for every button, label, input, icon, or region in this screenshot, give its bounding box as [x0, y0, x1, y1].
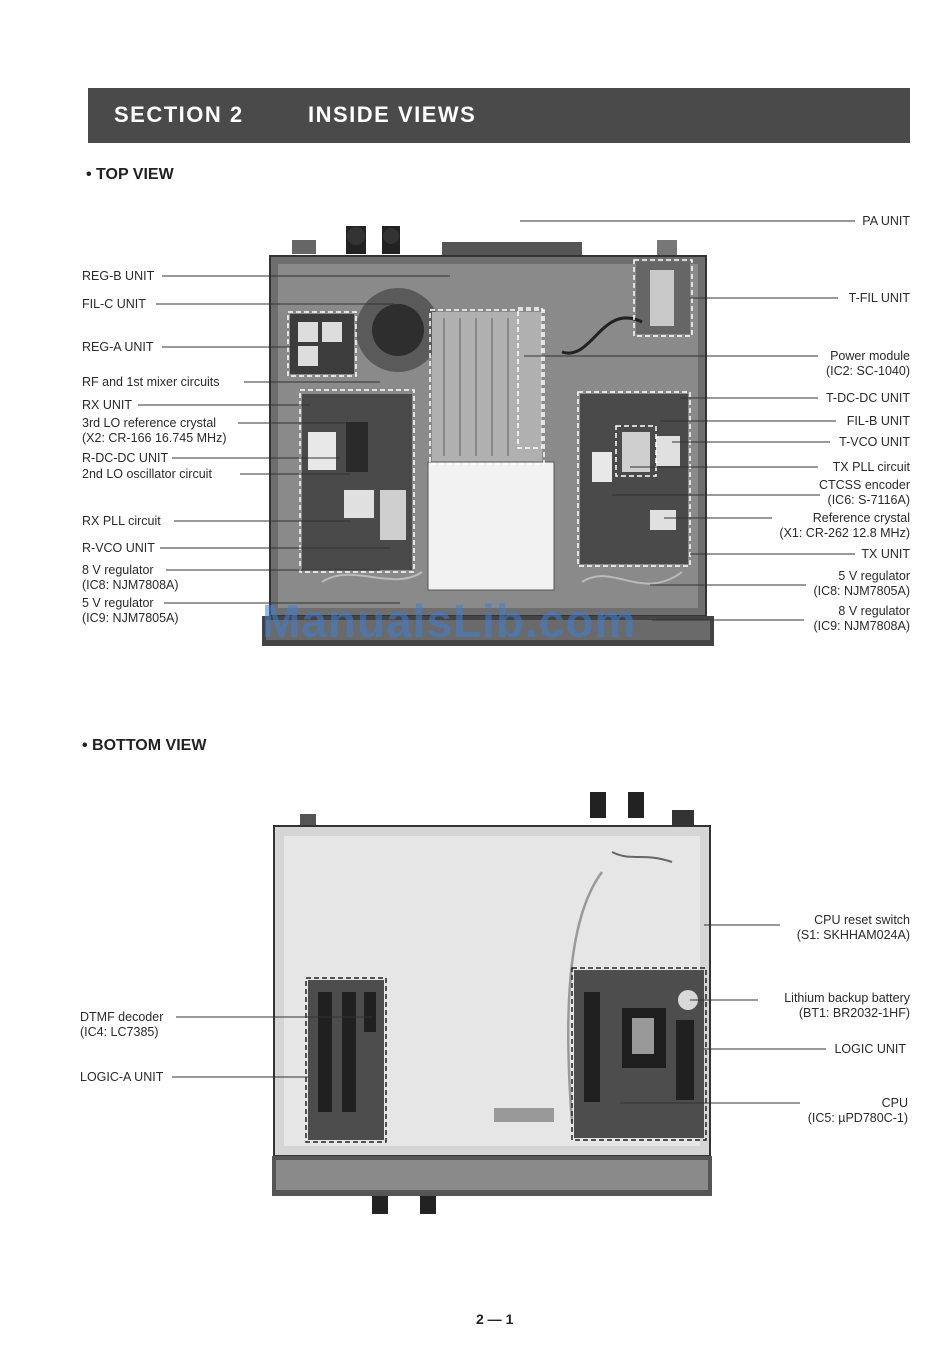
label-power-module: Power module (IC2: SC-1040)	[825, 349, 910, 378]
watermark: ManualsLib.com	[262, 595, 637, 647]
label-t-fil-unit: T-FIL UNIT	[848, 291, 910, 305]
label-rf-mixer: RF and 1st mixer circuits	[82, 375, 220, 389]
label-3rd-lo-crystal: 3rd LO reference crystal (X2: CR-166 16.745 MHz)	[82, 416, 227, 445]
label-fil-b-unit: FIL-B UNIT	[846, 414, 910, 428]
label-5v-regulator-left: 5 V regulator (IC9: NJM7805A)	[82, 596, 179, 625]
page-number: 2 — 1	[476, 1311, 514, 1327]
label-reg-a-unit: REG-A UNIT	[82, 340, 154, 354]
section-title: INSIDE VIEWS	[308, 102, 477, 127]
label-8v-regulator-right: 8 V regulator (IC9: NJM7808A)	[813, 604, 910, 633]
label-8v-regulator-left: 8 V regulator (IC8: NJM7808A)	[82, 563, 179, 592]
section-number: SECTION 2	[114, 102, 244, 127]
label-tx-pll: TX PLL circuit	[832, 460, 910, 474]
label-reg-b-unit: REG-B UNIT	[82, 269, 155, 283]
label-5v-regulator-right: 5 V regulator (IC8: NJM7805A)	[813, 569, 910, 598]
bottom-view-heading: • BOTTOM VIEW	[82, 737, 207, 754]
label-2nd-lo-osc: 2nd LO oscillator circuit	[82, 467, 212, 481]
label-cpu: CPU (IC5: µPD780C-1)	[807, 1096, 908, 1125]
label-rx-unit: RX UNIT	[82, 398, 132, 412]
label-t-vco-unit: T-VCO UNIT	[839, 435, 910, 449]
label-lithium-battery: Lithium backup battery (BT1: BR2032-1HF)	[784, 991, 910, 1020]
label-logic-a-unit: LOGIC-A UNIT	[80, 1070, 164, 1084]
label-fil-c-unit: FIL-C UNIT	[82, 297, 146, 311]
label-t-dc-dc-unit: T-DC-DC UNIT	[825, 391, 910, 405]
label-r-dc-dc-unit: R-DC-DC UNIT	[82, 451, 169, 465]
label-ctcss-encoder: CTCSS encoder (IC6: S-7116A)	[818, 478, 910, 507]
label-dtmf-decoder: DTMF decoder (IC4: LC7385)	[80, 1010, 164, 1039]
label-cpu-reset-switch: CPU reset switch (S1: SKHHAM024A)	[796, 913, 910, 942]
top-view-heading: • TOP VIEW	[86, 166, 174, 183]
label-rx-pll: RX PLL circuit	[82, 514, 161, 528]
label-pa-unit: PA UNIT	[862, 214, 910, 228]
label-r-vco-unit: R-VCO UNIT	[82, 541, 155, 555]
label-logic-unit: LOGIC UNIT	[834, 1042, 906, 1056]
label-reference-crystal: Reference crystal (X1: CR-262 12.8 MHz)	[779, 511, 910, 540]
label-tx-unit: TX UNIT	[861, 547, 910, 561]
